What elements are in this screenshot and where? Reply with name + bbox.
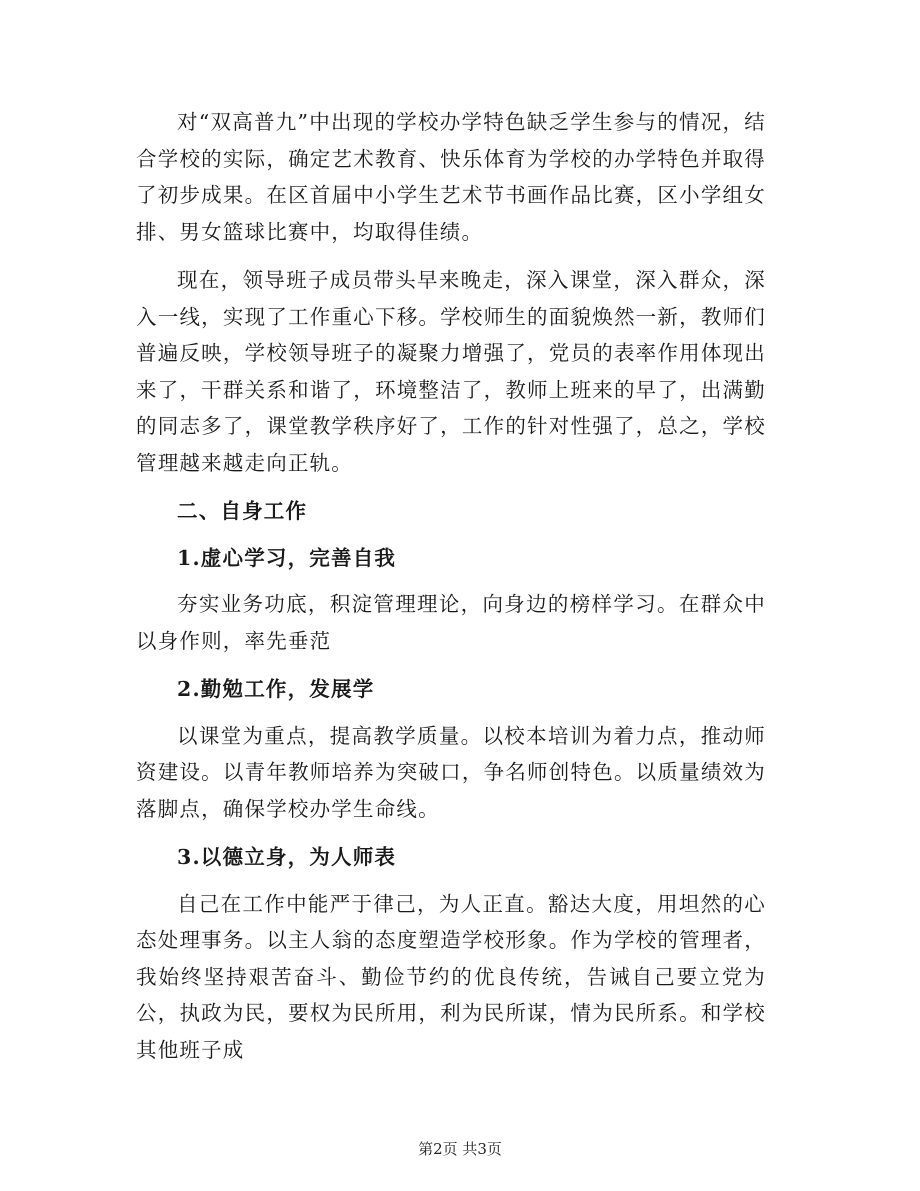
section-heading-self-work: 二、自身工作 — [177, 499, 308, 523]
paragraph-leadership-changes: 现在，领导班子成员带头早来晚走，深入课堂，深入群众，深入一线，实现了工作重心下移。学校师生的面貌焕然一新，教师们普遍反映，学校领导班子的凝聚力增强了，党员的表率作用体现出来了，干群关系和谐了，环境整洁了，教师上班来的早了，出满勤的同志多了，课堂教学秩序好了，工作的针对性强了，总之，学校管理越来越走向正轨。 — [136, 268, 766, 475]
subheading-virtue: 3.以德立身，为人师表 — [177, 845, 397, 869]
paragraph-school-features: 对“双高普九”中出现的学校办学特色缺乏学生参与的情况，结合学校的实际，确定艺术教育、快乐体育为学校的办学特色并取得了初步成果。在区首届中小学生艺术节书画作品比赛，区小学组女排、男女篮球比赛中，均取得佳绩。 — [136, 110, 766, 244]
paragraph-learning: 夯实业务功底，积淀管理理论，向身边的榜样学习。在群众中以身作则，率先垂范 — [136, 592, 766, 653]
page-number-footer: 第2页 共3页 — [418, 1140, 502, 1158]
subheading-learning: 1.虚心学习，完善自我 — [177, 545, 397, 570]
paragraph-diligent-work: 以课堂为重点，提高教学质量。以校本培训为着力点，推动师资建设。以青年教师培养为突破口，争名师创特色。以质量绩效为落脚点，确保学校办学生命线。 — [136, 723, 766, 821]
paragraph-virtue: 自己在工作中能严于律己，为人正直。豁达大度，用坦然的心态处理事务。以主人翁的态度塑造学校形象。作为学校的管理者，我始终坚持艰苦奋斗、勤俭节约的优良传统，告诫自己要立党为公，执政为民，要权为民所用，利为民所谋，情为民所系。和学校其他班子成 — [136, 891, 766, 1062]
subheading-diligent-work: 2.勤勉工作，发展学 — [177, 677, 375, 701]
